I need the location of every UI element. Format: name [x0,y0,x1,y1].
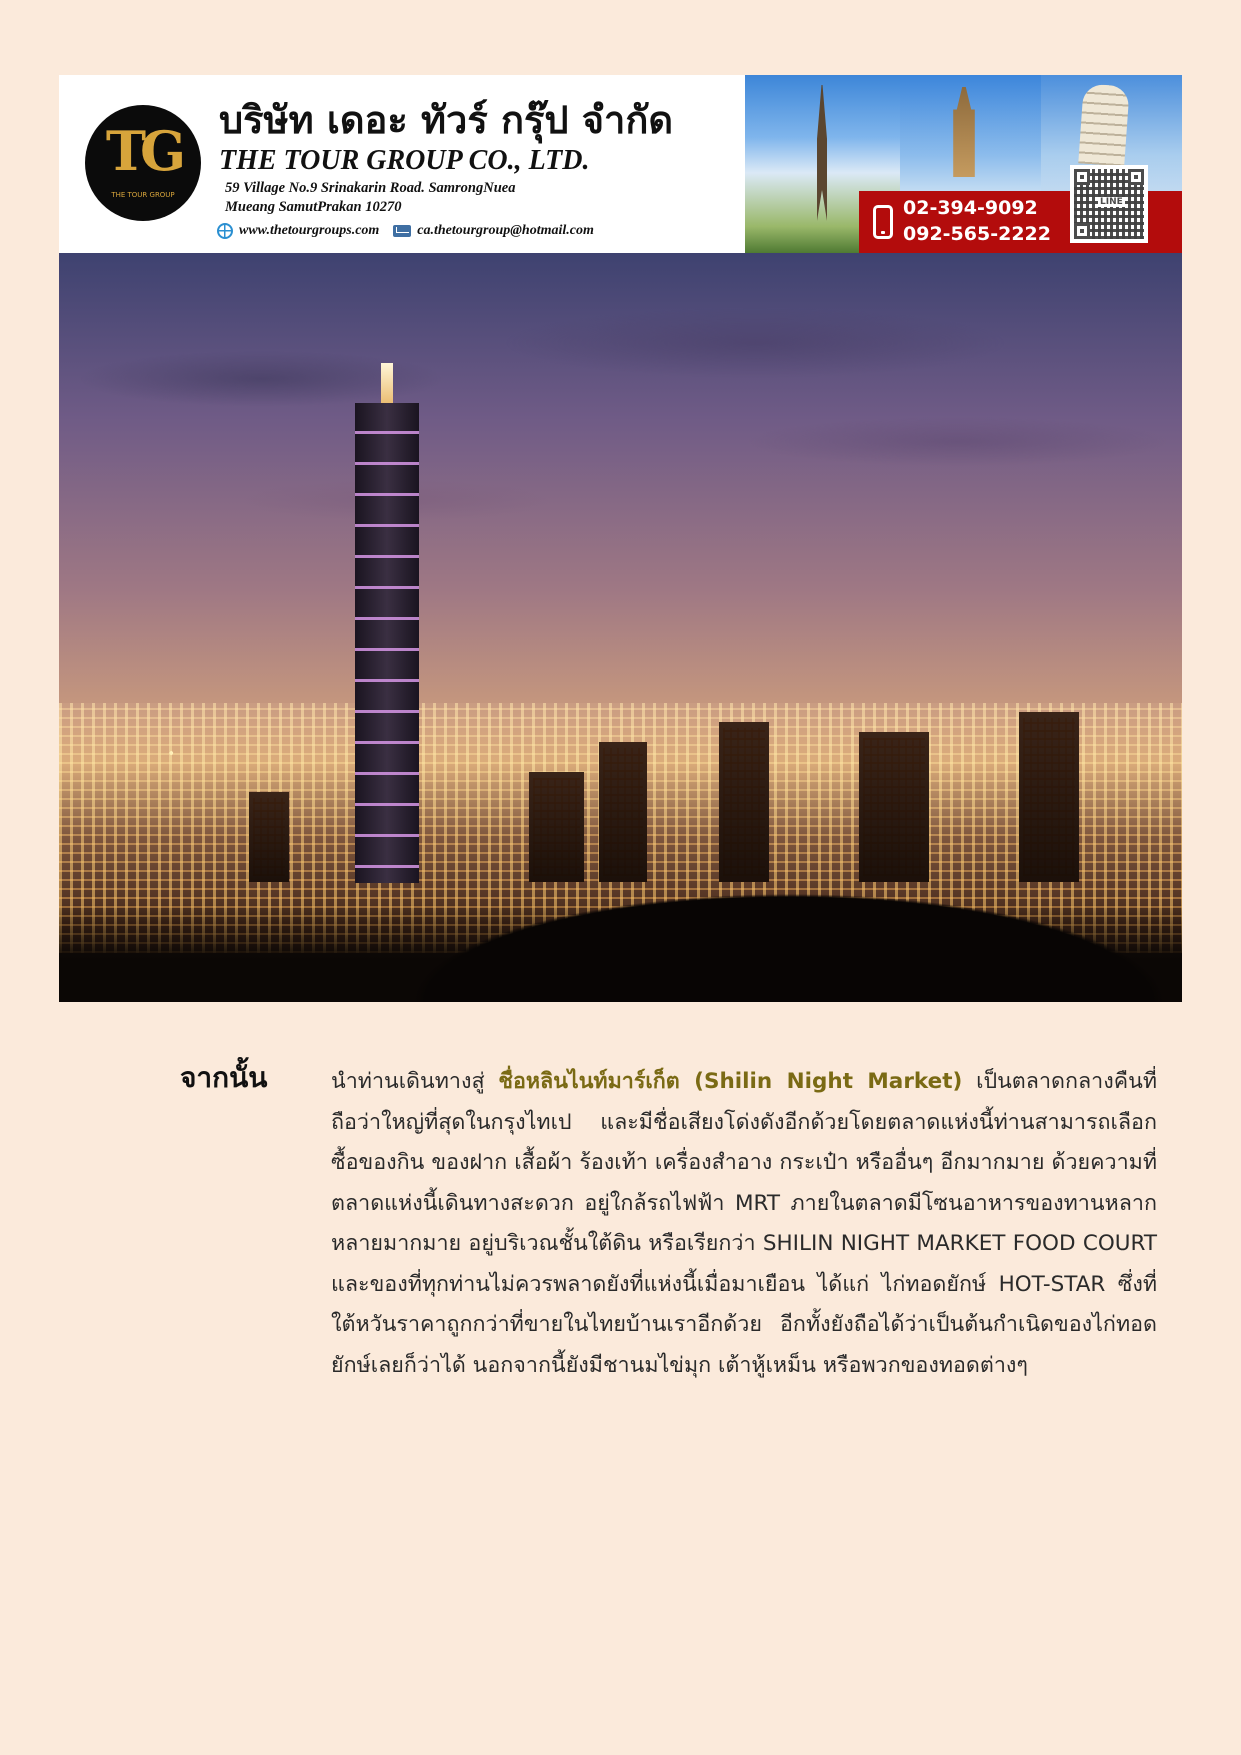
logo-letters: TG [105,119,181,183]
paragraph-body: เป็นตลาดกลางคืนที่ถือว่าใหญ่ที่สุดในกรุงไทเป และมีชื่อเสียงโด่งดังอีกด้วยโดยตลาดแห่งนี้ท่านสามารถเลือกซื้อของกิน ของฝาก เสื้อผ้า ร้องเท้า เครื่องสำอาง กระเป๋า หรืออื่นๆ อีกมากมาย ด้วยความที่ตลาดแห่งนี้เดินทางสะดวก อยู่ใกล้รถไฟฟ้า MRT ภายในตลาดมีโซนอาหารของทานหลากหลายมากมาย อยู่บริเวณชั้นใต้ดิน หรือเรียกว่า SHILIN NIGHT MARKET FOOD COURT และของที่ทุกท่านไม่ควรพลาดยังที่แห่งนี้เมื่อมาเยือน ได้แก่ ไก่ทอดยักษ์ HOT-STAR ซึ่งที่ใต้หวันราคาถูกกว่าที่ขายในไทยบ้านเราอีกด้วย อีกทั้งยังถือได้ว่าเป็นต้นกำเนิดของไก่ทอดยักษ์เลยก็ว่าได้ นอกจากนี้ยังมีชานมไข่มุก เต้าหู้เหม็น หรือพวกของทอดต่างๆ [331,1069,1157,1378]
taipei-101-tower [355,403,419,883]
clouds [59,253,1182,702]
section-label: จากนั้น [180,1061,268,1094]
phone-number-2[interactable]: 092-565-2222 [903,223,1051,245]
phone-number-1[interactable]: 02-394-9092 [903,197,1038,219]
mail-icon [393,225,411,237]
company-info [59,75,745,253]
taipei-101-spire [381,363,393,407]
building [1019,712,1079,882]
globe-icon [217,223,233,239]
qr-eye [1128,169,1144,185]
company-name-english: THE TOUR GROUP CO., LTD. [219,145,590,176]
company-logo [85,105,201,221]
highlight-place-name: ชื่อหลินไนท์มาร์เก็ต (Shilin Night Market) [498,1069,963,1094]
taipei-skyline-photo [59,253,1182,1002]
address-line-1: 59 Village No.9 Srinakarin Road. SamrongNuea [225,180,516,196]
contact-line [217,223,594,239]
phone-icon [873,205,893,239]
building [599,742,647,882]
phone-bar [859,191,1069,253]
qr-pattern [1074,169,1144,239]
qr-label: LINE [1100,197,1123,207]
company-name-thai: บริษัท เดอะ ทัวร์ กรุ๊ป จำกัด [219,98,674,142]
itinerary-paragraph [331,1062,1157,1386]
paragraph-intro: นำท่านเดินทางสู่ [331,1069,499,1094]
building [719,722,769,882]
foreground-hill [59,862,1182,1002]
email-link[interactable]: ca.thetourgroup@hotmail.com [417,223,594,238]
eiffel-tower-icon [809,85,835,235]
building [859,732,929,882]
big-ben-icon [946,87,982,177]
tower-lights [355,403,419,883]
address-line-2: Mueang SamutPrakan 10270 [225,199,402,215]
qr-eye [1074,169,1090,185]
qr-eye [1074,223,1090,239]
pisa-tower-icon [1078,83,1129,166]
qr-code-icon[interactable] [1070,165,1148,243]
logo-subtext: THE TOUR GROUP [111,191,175,199]
website-link[interactable]: www.thetourgroups.com [239,223,380,238]
